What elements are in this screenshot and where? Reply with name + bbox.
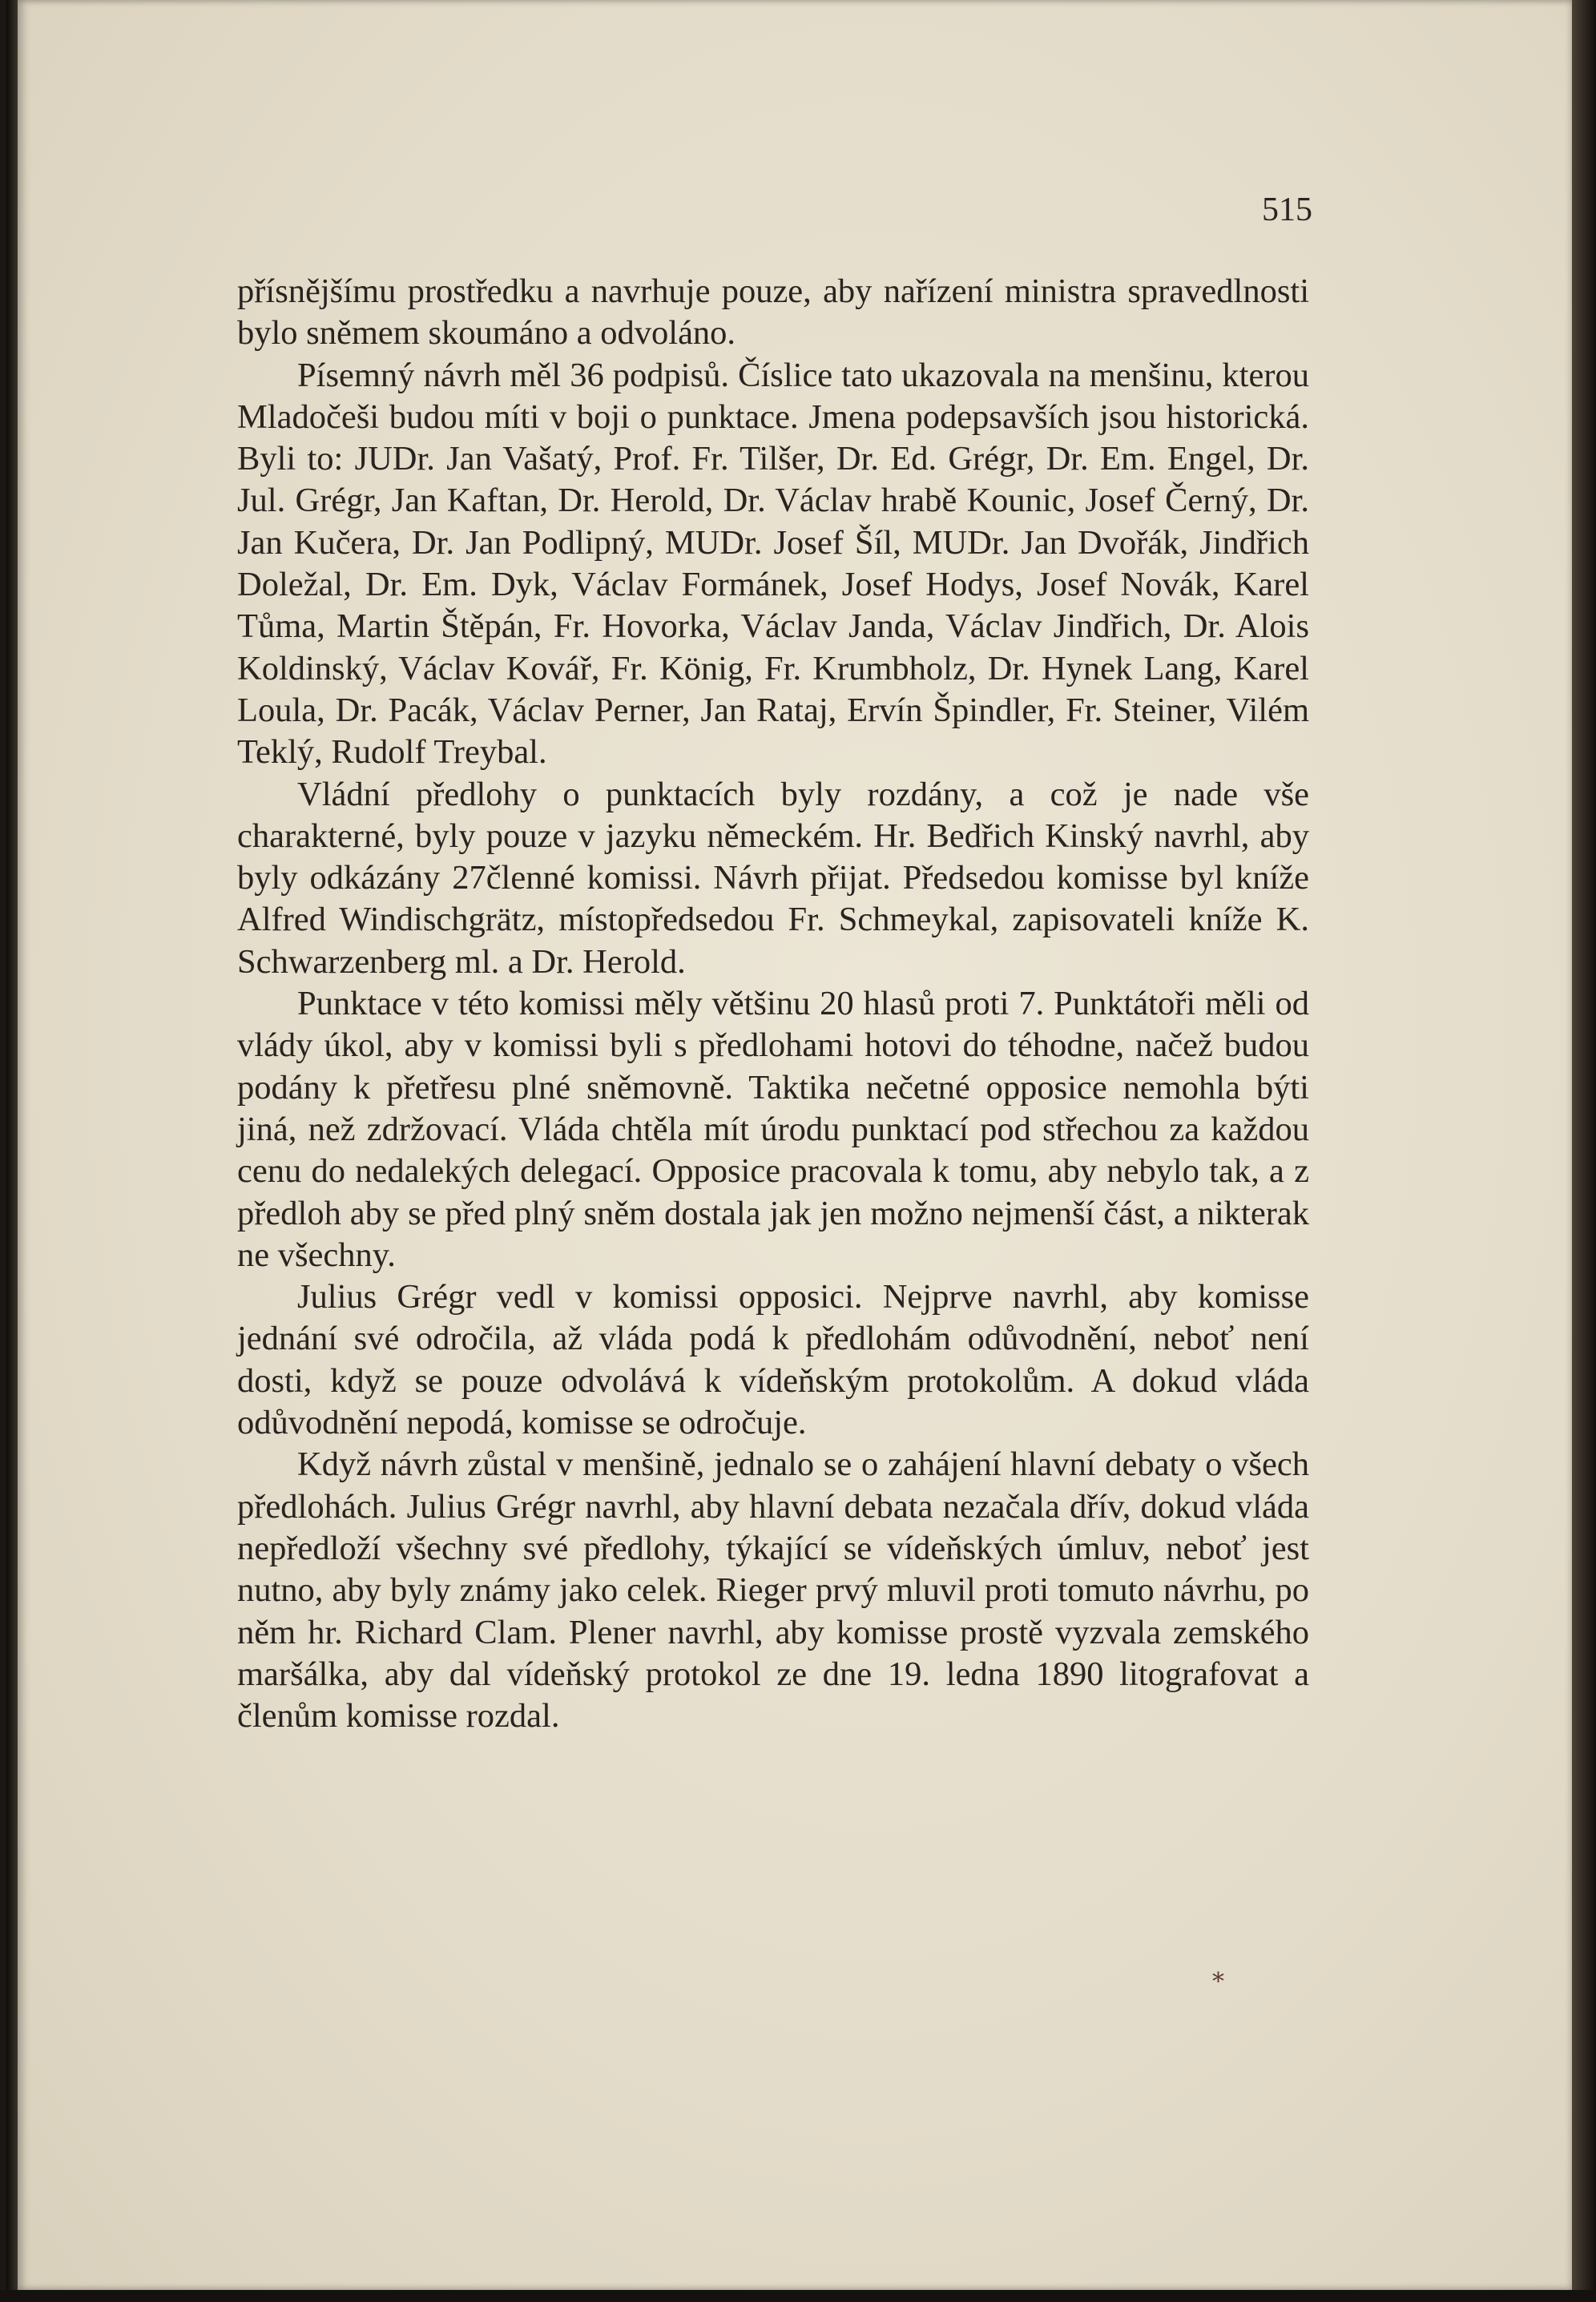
page-edge-shadow — [1572, 0, 1596, 2302]
paragraph-6: Když návrh zůstal v menšině, jednalo se o zahájení hlavní debaty o všech předlohách. Julius Grégr navrhl, aby hlavní debata nezačala dřív, dokud vláda nepředloží všechny své předlohy, týkající se vídeňských úmluv, neboť jest nutno, aby byly známy jako celek. Rieger prvý mluvil proti tomuto návrhu, po něm hr. Richard Clam. Plener navrhl, aby komisse prostě vyzvala zemského maršálka, aby dal vídeňský protokol ze dne 19. ledna 1890 litografovat a členům komisse rozdal. — [237, 1445, 1309, 1736]
paragraph-1: přísnějšímu prostředku a navrhuje pouze, aby nařízení ministra spravedlnosti bylo sněmem skoumáno a odvoláno. — [237, 272, 1309, 353]
footer-mark: * — [1212, 1968, 1224, 1996]
paragraph-2: Písemný návrh měl 36 podpisů. Číslice tato ukazovala na menšinu, kterou Mladočeši budou míti v boji o punktace. Jmena podepsavších jsou historická. Byli to: JUDr. Jan Vašatý, Prof. Fr. Tilšer, Dr. Ed. Grégr, Dr. Em. Engel, Dr. Jul. Grégr, Jan Kaftan, Dr. Herold, Dr. Václav hrabě Kounic, Josef Černý, Dr. Jan Kučera, Dr. Jan Podlipný, MUDr. Josef Šíl, MUDr. Jan Dvořák, Jindřich Doležal, Dr. Em. Dyk, Václav Formánek, Josef Hodys, Josef Novák, Karel Tůma, Martin Štěpán, Fr. Hovorka, Václav Janda, Václav Jindřich, Dr. Alois Koldinský, Václav Kovář, Fr. König, Fr. Krumbholz, Dr. Hynek Lang, Karel Loula, Dr. Pacák, Václav Perner, Jan Rataj, Ervín Špindler, Fr. Steiner, Vilém Teklý, Rudolf Treybal. — [237, 356, 1309, 772]
page-number: 515 — [1262, 191, 1312, 228]
bottom-edge-shadow — [0, 2290, 1596, 2302]
paragraph-4: Punktace v této komissi měly většinu 20 hlasů proti 7. Punktátoři měli od vlády úkol, aby v komissi byli s předlohami hotovi do téhodne, načež budou podány k přetřesu plné sněmovně. Taktika nečetné opposice nemohla býti jiná, než zdržovací. Vláda chtěla mít úrodu punktací pod střechou za každou cenu do nedalekých delegací. Opposice pracovala k tomu, aby nebylo tak, a z předloh aby se před plný sněm dostala jak jen možno nejmenší část, a nikterak ne všechny. — [237, 985, 1309, 1274]
body-text — [237, 271, 1309, 1737]
binding-shadow — [6, 0, 18, 2302]
paragraph-5: Julius Grégr vedl v komissi opposici. Nejprve navrhl, aby komisse jednání své odročila, až vláda podá k předlohám odůvodnění, neboť není dosti, když se pouze odvolává k vídeňským protokolům. A dokud vláda odůvodnění nepodá, komisse se odročuje. — [237, 1278, 1309, 1442]
paragraph-3: Vládní předlohy o punktacích byly rozdány, a což je nade vše charakterné, byly pouze v jazyku německém. Hr. Bedřich Kinský navrhl, aby byly odkázány 27členné komissi. Návrh přijat. Předsedou komisse byl kníže Alfred Windischgrätz, místopředsedou Fr. Schmeykal, zapisovateli kníže K. Schwarzenberg ml. a Dr. Herold. — [237, 775, 1309, 981]
